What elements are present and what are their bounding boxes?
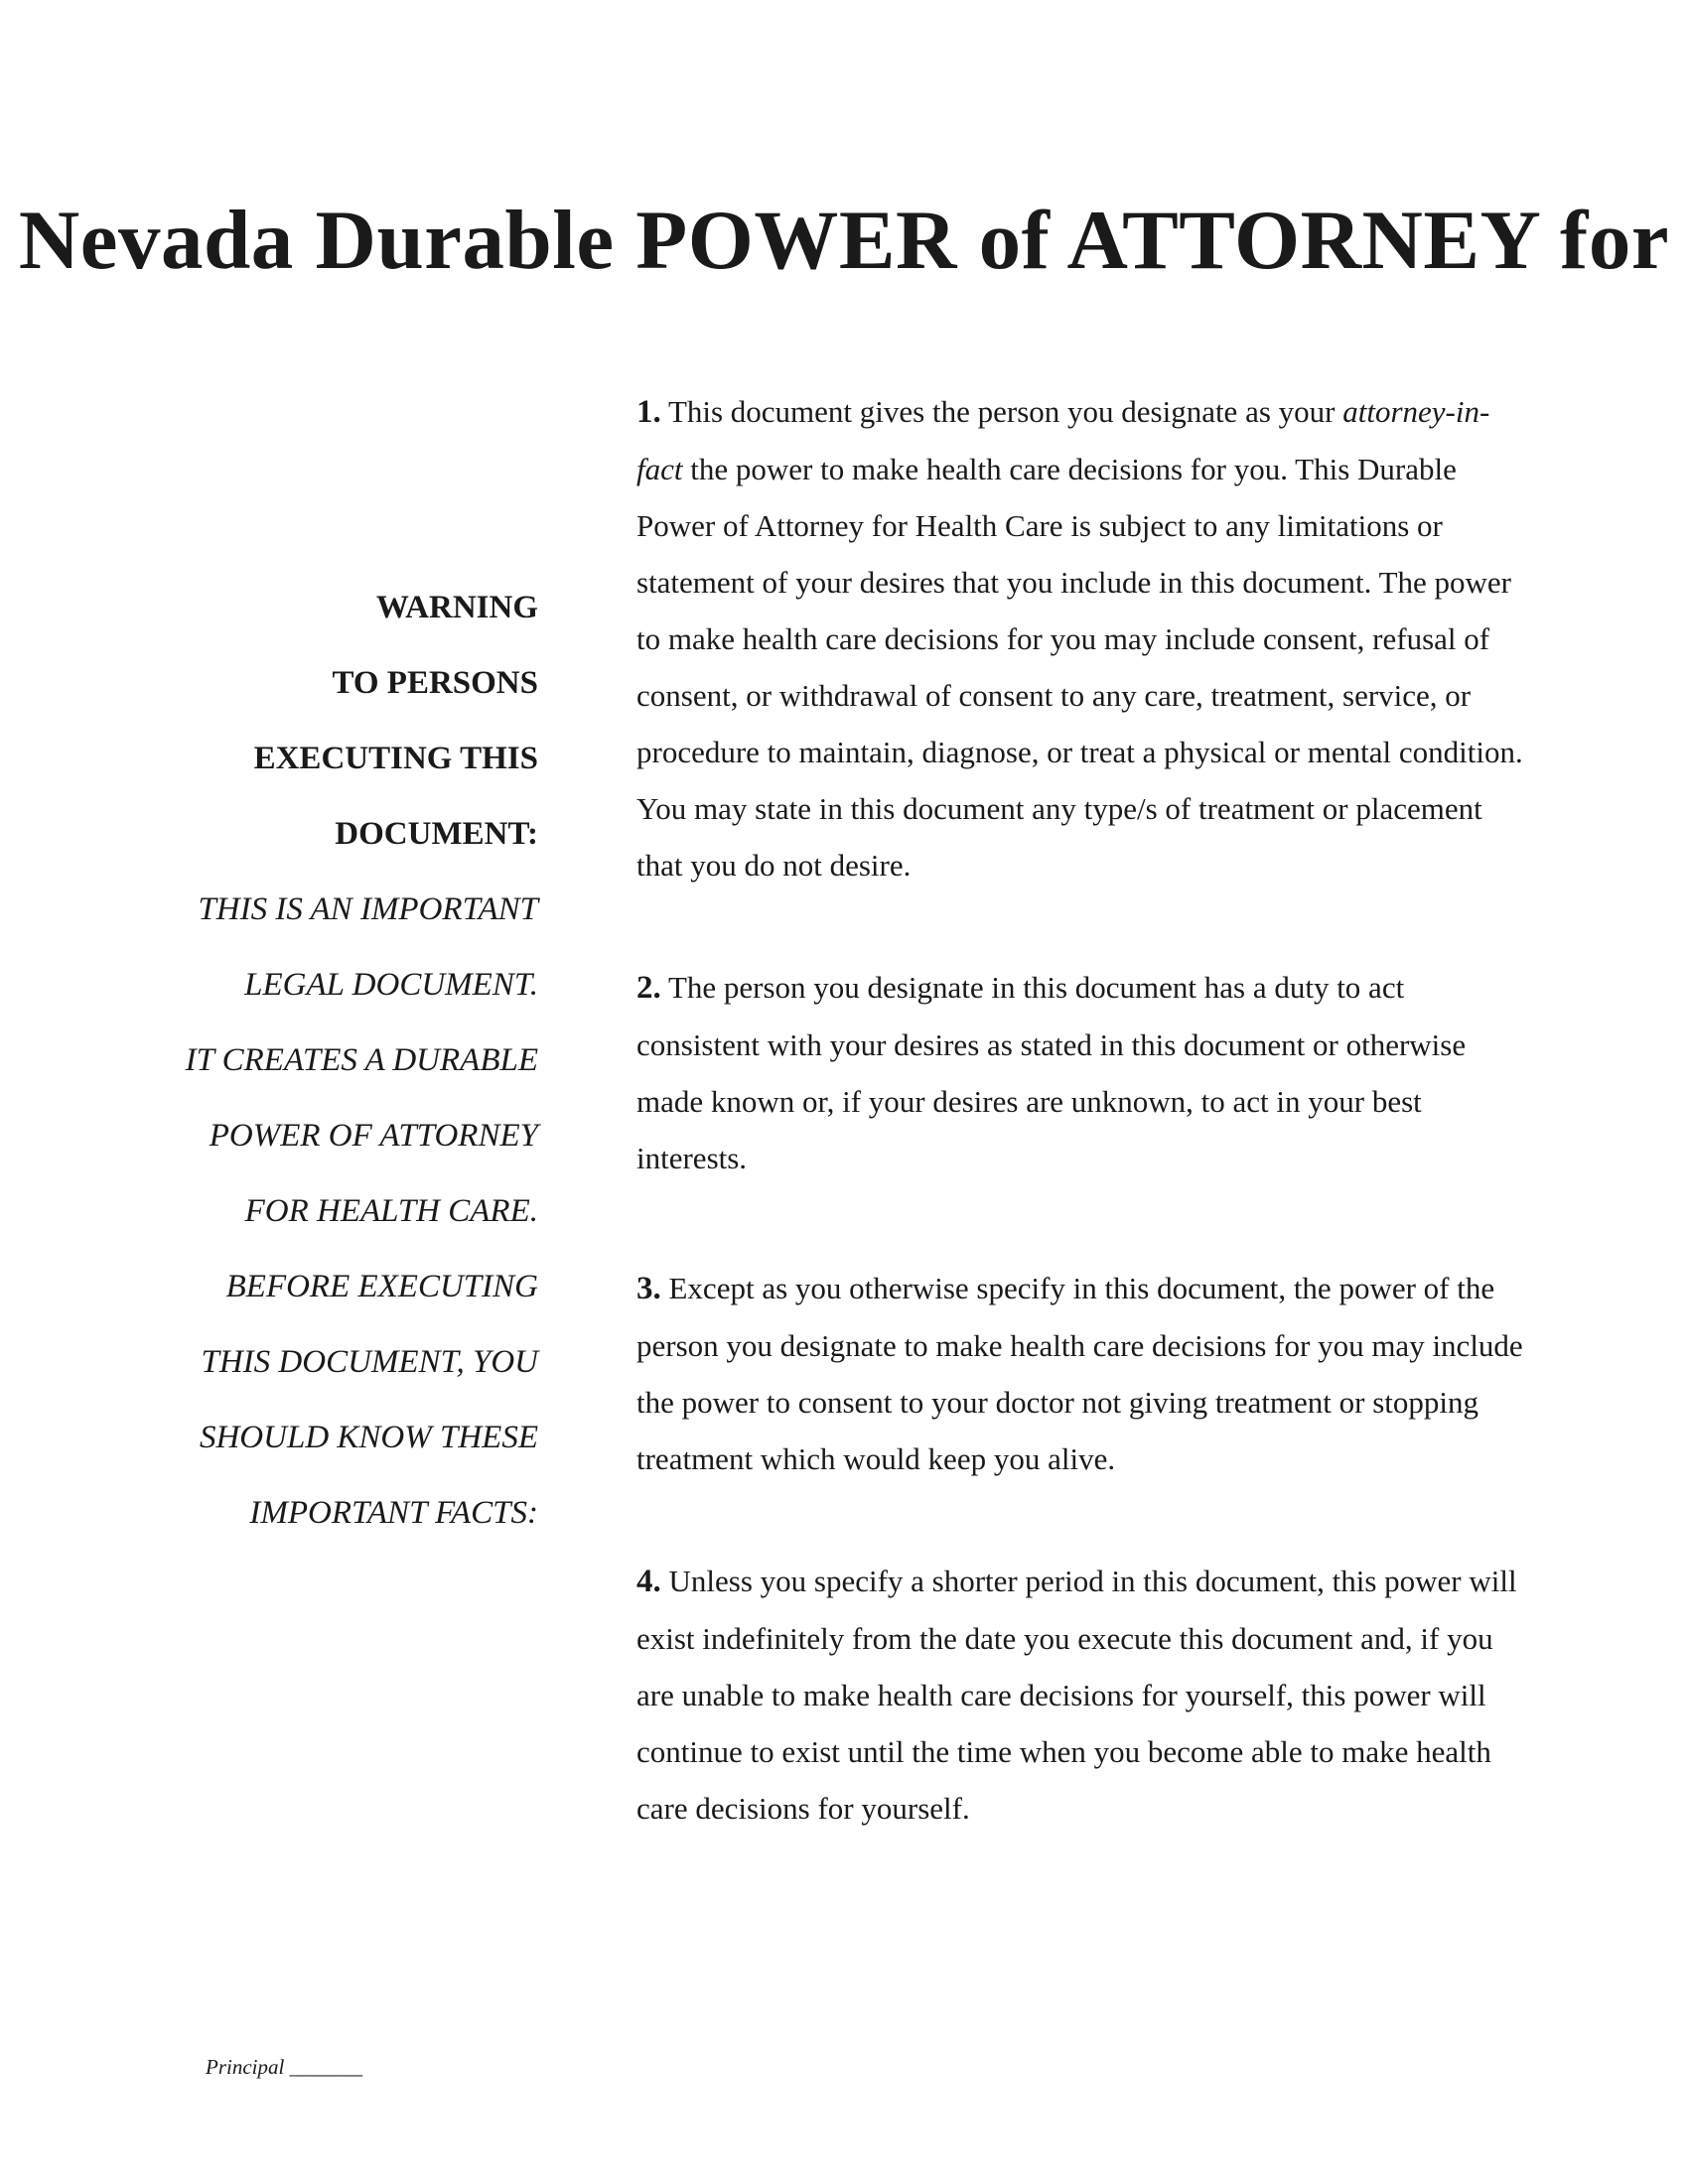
paragraph-text: Except as you otherwise specify in this document, the power of the person you designate to make health care decisions for you may include the power to consent to your doctor not giving treatment or stopping treatment which would keep you alive.	[636, 1271, 1523, 1476]
warning-heading-line: TO PERSONS	[332, 665, 538, 701]
paragraph-number: 2.	[636, 970, 661, 1006]
warning-body-line: THIS IS AN IMPORTANT	[198, 891, 538, 927]
principal-blank: _______	[289, 2055, 363, 2079]
paragraph-number: 4.	[636, 1564, 661, 1599]
fact-paragraph-1	[636, 383, 1530, 893]
document-title: Nevada Durable POWER of ATTORNEY for	[18, 194, 1670, 287]
paragraph-text: This document gives the person you designate as your	[660, 394, 1343, 429]
paragraph-number: 1.	[636, 394, 661, 430]
principal-initials	[206, 2055, 362, 2080]
warning-body-line: LEGAL DOCUMENT.	[244, 967, 538, 1003]
warning-body-line: IMPORTANT FACTS:	[249, 1495, 538, 1531]
fact-paragraph-2	[636, 959, 1530, 1186]
fact-paragraph-3	[636, 1260, 1530, 1487]
warning-heading-line: DOCUMENT:	[335, 816, 538, 852]
warning-body-line: SHOULD KNOW THESE	[199, 1420, 538, 1455]
paragraph-number: 3.	[636, 1271, 661, 1306]
warning-body-line: THIS DOCUMENT, YOU	[201, 1344, 538, 1380]
warning-heading-line: WARNING	[375, 590, 538, 625]
warning-body-line: BEFORE EXECUTING	[225, 1269, 538, 1304]
warning-sidebar	[119, 570, 538, 1551]
warning-body-line: POWER OF ATTORNEY	[209, 1118, 538, 1154]
paragraph-text: Unless you specify a shorter period in this document, this power will exist indefinitely from the date you execute this document and, if you are unable to make health care decisions for yourself, this power will continue to exist until the time when you become able to make health care decisions for yourself.	[636, 1564, 1517, 1826]
warning-body-line: IT CREATES A DURABLE	[185, 1042, 538, 1078]
paragraph-text: the power to make health care decisions for you. This Durable Power of Attorney for Health Care is subject to any limitations or statement of your desires that you include in this document. The power to make health care decisions for you may include consent, refusal of consent, or withdrawal of consent to any care, treatment, service, or procedure to maintain, diagnose, or treat a physical or mental condition. You may state in this document any type/s of treatment or placement that you do not desire.	[636, 452, 1523, 883]
warning-body-line: FOR HEALTH CARE.	[244, 1193, 538, 1229]
warning-heading-line: EXECUTING THIS	[253, 741, 538, 776]
paragraph-emphasis: attorney-in-fact	[636, 394, 1490, 486]
fact-paragraph-4	[636, 1553, 1530, 1837]
principal-label: Principal	[206, 2055, 285, 2079]
paragraph-text: The person you designate in this document has a duty to act consistent with your desires as stated in this document or otherwise made known or, if your desires are unknown, to act in your best interests.	[636, 970, 1467, 1175]
